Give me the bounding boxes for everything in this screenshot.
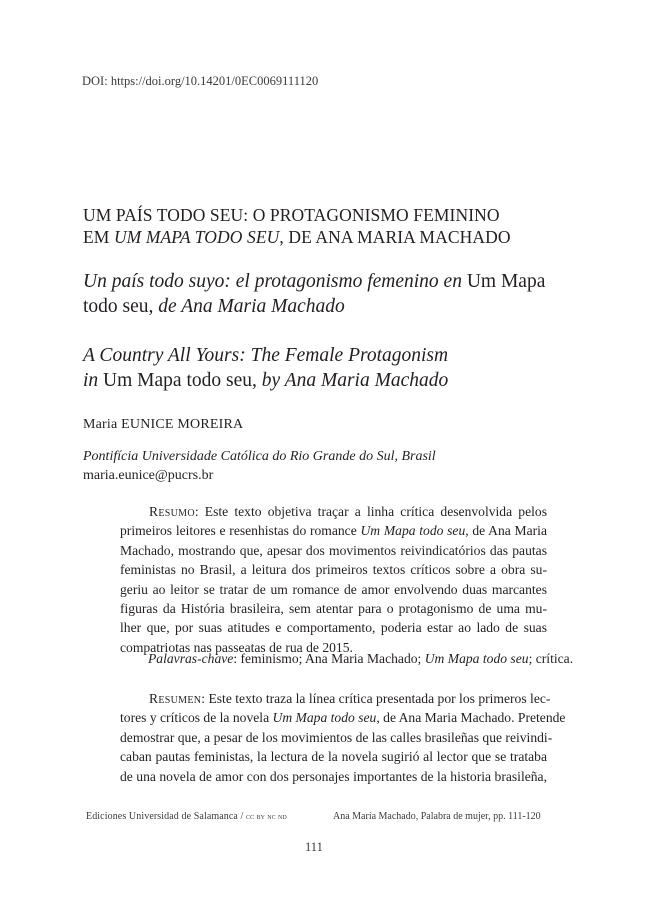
author-given-name: Maria — [83, 417, 118, 432]
title-es-line2 — [83, 294, 545, 319]
resumen-text: , de Ana Maria Machado. Pretende — [376, 710, 566, 726]
title-en-line2-roman: Um Mapa todo seu — [98, 370, 252, 391]
abstract-portuguese — [120, 502, 547, 657]
keywords-label: Palavras-chave — [148, 651, 234, 666]
resumo-line: Machado, mostrando que, apesar dos movimentos reivindicatórios das pautas — [120, 542, 547, 558]
title-spanish — [83, 269, 545, 319]
title-pt-book-title: UM MAPA TODO SEU — [113, 227, 280, 247]
resumo-text: : Este texto objetiva traçar a linha crítica desenvolvida pelos — [194, 504, 547, 519]
title-pt-line2-post: , DE ANA MARIA MACHADO — [279, 227, 511, 247]
resumo-line: lher que, por suas atitudes e comportamento, poderia estar ao lado de suas — [120, 620, 547, 636]
title-portuguese — [83, 204, 511, 248]
affiliation: Pontifícia Universidade Católica do Rio Grande do Sul, Brasil — [83, 449, 436, 464]
resumen-line: demostrar que, a pesar de los movimientos de las calles brasileñas que reivindi- — [120, 729, 553, 745]
title-pt-line1: UM PAÍS TODO SEU: O PROTAGONISMO FEMININO — [83, 205, 500, 225]
resumo-line: compatriotas nas passeatas de rua de 2015. — [120, 639, 353, 655]
resumen-label: Resumen — [149, 691, 202, 706]
keywords-text: : feminismo; Ana Maria Machado; — [233, 651, 425, 666]
resumo-text: primeiros leitores e resenhistas do romance — [120, 523, 361, 539]
resumo-line — [120, 521, 547, 540]
title-en-line1-italic: A Country All Yours: The Female Protagonism — [83, 345, 449, 366]
resumo-line: geriu ao leitor se tratar de um romance de amor envolvendo duas marcantes — [120, 581, 547, 597]
resumen-book-title: Um Mapa todo seu — [272, 710, 377, 726]
resumo-line: figuras da História brasileira, sem atentar para o protagonismo de uma mu- — [120, 601, 547, 617]
title-es-line1-roman: Um Mapa — [461, 271, 546, 292]
author-surname: EUNICE MOREIRA — [121, 417, 244, 432]
abstract-spanish — [120, 689, 566, 786]
publisher-name: Ediciones Universidad de Salamanca / — [86, 811, 247, 822]
title-es-line2-italic: , de Ana Maria Machado — [148, 296, 345, 317]
resumen-line: de una novela de amor con dos personajes importantes de la historia brasileña, — [120, 768, 547, 784]
author-name — [83, 417, 243, 433]
resumo-line — [120, 502, 547, 521]
author-affiliation-block — [83, 447, 436, 485]
title-en-line2-italic-a: in — [83, 370, 99, 391]
resumen-text: tores y críticos de la novela — [120, 710, 273, 726]
title-en-line2-italic-b: , by Ana Maria Machado — [251, 370, 449, 391]
title-english — [83, 343, 448, 393]
license-badge: cc by nc nd — [246, 811, 287, 821]
keywords-line — [148, 651, 573, 667]
footer-book-info: Ana María Machado, Palabra de mujer, pp. 111-120 — [333, 811, 541, 822]
resumo-book-title: Um Mapa todo seu — [360, 523, 466, 539]
resumo-line: feministas no Brasil, a leitura dos primeiros textos críticos sobre a obra su- — [120, 562, 547, 578]
title-pt-line2-pre: EM — [83, 227, 114, 247]
author-email[interactable]: maria.eunice@pucrs.br — [83, 468, 214, 483]
keywords-text: ; crítica. — [528, 651, 574, 666]
title-pt-line2 — [83, 226, 511, 248]
resumen-text: : Este texto traza la línea crítica presentada por los primeros lec- — [201, 691, 551, 706]
title-es-line2-roman: todo seu — [83, 296, 149, 317]
resumo-label: Resumo — [149, 504, 195, 519]
title-en-line2 — [83, 368, 448, 393]
resumen-line: caban pautas feministas, la lectura de la novela sugirió al lector que se trataba — [120, 749, 547, 765]
resumen-line — [120, 689, 551, 708]
title-es-line1 — [83, 269, 545, 294]
title-es-line1-italic: Un país todo suyo: el protagonismo femenino en — [83, 271, 462, 292]
title-en-line1 — [83, 343, 448, 368]
doi-line: DOI: https://doi.org/10.14201/0EC0069111120 — [82, 74, 319, 88]
page-number: 111 — [305, 840, 323, 854]
footer-publisher — [86, 811, 287, 822]
resumen-line — [120, 708, 566, 727]
resumo-text: , de Ana Maria — [465, 523, 547, 539]
keywords-book-title: Um Mapa todo seu — [424, 651, 529, 666]
